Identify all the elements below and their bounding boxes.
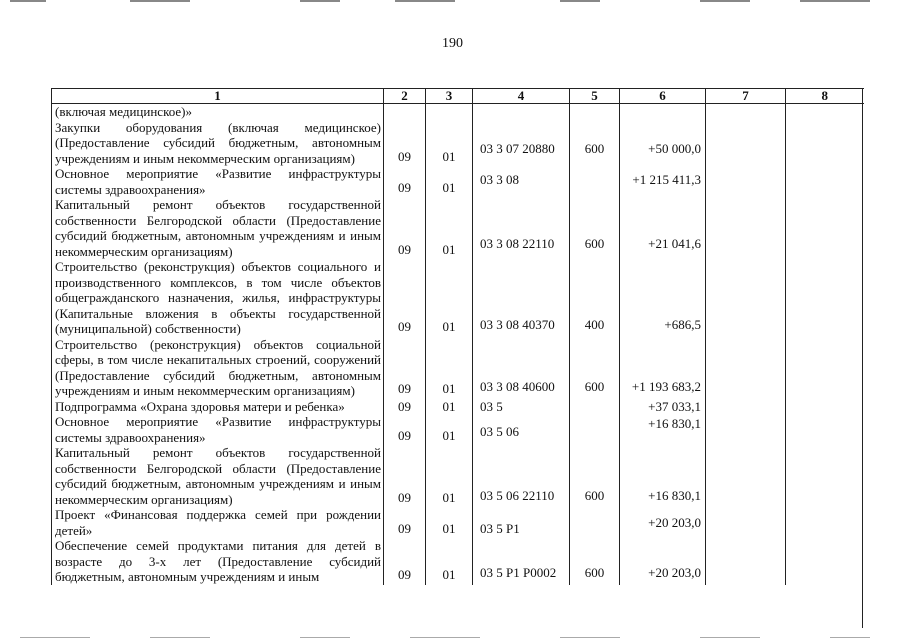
row-section: 09 (384, 445, 426, 507)
table-right-border (862, 88, 863, 628)
row-amount: +1 215 411,3 (620, 166, 706, 197)
row-expense-type: 400 (570, 259, 620, 337)
column-header-5: 5 (570, 89, 620, 104)
row-target-article: 03 3 08 40370 (473, 259, 570, 337)
row-col7 (706, 166, 786, 197)
row-name: Строительство (реконструкция) объектов социальной сферы, в том числе некапитальных строений, сооружений (Предоставление субсидий бюджетным, автономным учреждениям и иным некоммерческим организациям) (52, 337, 384, 399)
column-header-1: 1 (52, 89, 384, 104)
row-target-article: 03 3 07 20880 (473, 120, 570, 167)
row-col8 (786, 507, 864, 538)
row-expense-type (570, 414, 620, 445)
row-amount: +21 041,6 (620, 197, 706, 259)
column-header-2: 2 (384, 89, 426, 104)
row-expense-type: 600 (570, 538, 620, 585)
row-name: Подпрограмма «Охрана здоровья матери и ребенка» (52, 399, 384, 415)
column-header-8: 8 (786, 89, 864, 104)
row-subsection: 01 (426, 337, 473, 399)
row-name: Строительство (реконструкция) объектов социального и производственного комплексов, в том числе объектов общегражданского назначения, жилья, инфраструктуры (Капитальные вложения в объекты государственной (муниципальной) собственности) (52, 259, 384, 337)
table-row (52, 445, 864, 507)
row-col7 (706, 259, 786, 337)
column-header-7: 7 (706, 89, 786, 104)
table-row (52, 259, 864, 337)
row-col8 (786, 538, 864, 585)
row-target-article: 03 5 06 22110 (473, 445, 570, 507)
row-col7 (706, 337, 786, 399)
row-section: 09 (384, 337, 426, 399)
row-subsection: 01 (426, 197, 473, 259)
row-amount: +50 000,0 (620, 120, 706, 167)
column-header-6: 6 (620, 89, 706, 104)
row-section: 09 (384, 197, 426, 259)
row-subsection: 01 (426, 399, 473, 415)
row-col7 (706, 445, 786, 507)
row-col8 (786, 197, 864, 259)
row-expense-type (570, 507, 620, 538)
row-amount (620, 104, 706, 120)
row-section: 09 (384, 259, 426, 337)
row-amount: +686,5 (620, 259, 706, 337)
row-subsection: 01 (426, 507, 473, 538)
row-col7 (706, 104, 786, 120)
row-section: 09 (384, 538, 426, 585)
row-col8 (786, 166, 864, 197)
row-section: 09 (384, 507, 426, 538)
row-target-article: 03 5 06 (473, 414, 570, 445)
row-col7 (706, 414, 786, 445)
row-amount: +16 830,1 (620, 445, 706, 507)
row-col7 (706, 538, 786, 585)
row-expense-type: 600 (570, 120, 620, 167)
row-subsection: 01 (426, 538, 473, 585)
row-name: Проект «Финансовая поддержка семей при рождении детей» (52, 507, 384, 538)
budget-table (51, 88, 864, 585)
table-row (52, 197, 864, 259)
row-section: 09 (384, 399, 426, 415)
row-col8 (786, 337, 864, 399)
row-name: Закупки оборудования (включая медицинское) (Предоставление субсидий бюджетным, автономным учреждениям и иным некоммерческим организациям) (52, 120, 384, 167)
row-expense-type (570, 104, 620, 120)
row-section: 09 (384, 120, 426, 167)
row-target-article: 03 5 (473, 399, 570, 415)
row-col8 (786, 445, 864, 507)
row-expense-type (570, 399, 620, 415)
column-header-3: 3 (426, 89, 473, 104)
row-subsection: 01 (426, 120, 473, 167)
table-row (52, 507, 864, 538)
row-subsection: 01 (426, 166, 473, 197)
row-col7 (706, 120, 786, 167)
row-col7 (706, 507, 786, 538)
row-amount: +20 203,0 (620, 507, 706, 538)
row-col8 (786, 414, 864, 445)
row-name: Основное мероприятие «Развитие инфраструктуры системы здравоохранения» (52, 414, 384, 445)
row-section: 09 (384, 414, 426, 445)
row-target-article: 03 3 08 22110 (473, 197, 570, 259)
row-section (384, 104, 426, 120)
row-col8 (786, 104, 864, 120)
page-number: 190 (442, 36, 463, 51)
row-subsection (426, 104, 473, 120)
table-row (52, 166, 864, 197)
table-header-row (52, 89, 864, 104)
row-subsection: 01 (426, 259, 473, 337)
table-row (52, 538, 864, 585)
row-expense-type (570, 166, 620, 197)
row-col7 (706, 399, 786, 415)
row-section: 09 (384, 166, 426, 197)
row-target-article: 03 5 P1 P0002 (473, 538, 570, 585)
scan-top-edge (0, 0, 905, 2)
table-row (52, 120, 864, 167)
row-name: Капитальный ремонт объектов государственной собственности Белгородской области (Предоставление субсидий бюджетным, автономным учреждениям и иным некоммерческим организациям) (52, 197, 384, 259)
row-name: Обеспечение семей продуктами питания для детей в возрасте до 3-х лет (Предоставление субсидий бюджетным, автономным учреждениям и иным (52, 538, 384, 585)
column-header-4: 4 (473, 89, 570, 104)
table-row (52, 399, 864, 415)
row-amount: +37 033,1 (620, 399, 706, 415)
row-expense-type: 600 (570, 445, 620, 507)
row-col8 (786, 259, 864, 337)
row-col7 (706, 197, 786, 259)
row-name: Капитальный ремонт объектов государственной собственности Белгородской области (Предоставление субсидий бюджетным, автономным учреждениям и иным некоммерческим организациям) (52, 445, 384, 507)
row-amount: +16 830,1 (620, 414, 706, 445)
row-col8 (786, 399, 864, 415)
row-subsection: 01 (426, 414, 473, 445)
table-row (52, 104, 864, 120)
row-target-article (473, 104, 570, 120)
row-expense-type: 600 (570, 337, 620, 399)
row-name: (включая медицинское)» (52, 104, 384, 120)
row-col8 (786, 120, 864, 167)
row-expense-type: 600 (570, 197, 620, 259)
table-row (52, 414, 864, 445)
table-row (52, 337, 864, 399)
row-amount: +20 203,0 (620, 538, 706, 585)
row-name: Основное мероприятие «Развитие инфраструктуры системы здравоохранения» (52, 166, 384, 197)
row-target-article: 03 3 08 (473, 166, 570, 197)
row-target-article: 03 3 08 40600 (473, 337, 570, 399)
row-target-article: 03 5 P1 (473, 507, 570, 538)
row-amount: +1 193 683,2 (620, 337, 706, 399)
row-subsection: 01 (426, 445, 473, 507)
